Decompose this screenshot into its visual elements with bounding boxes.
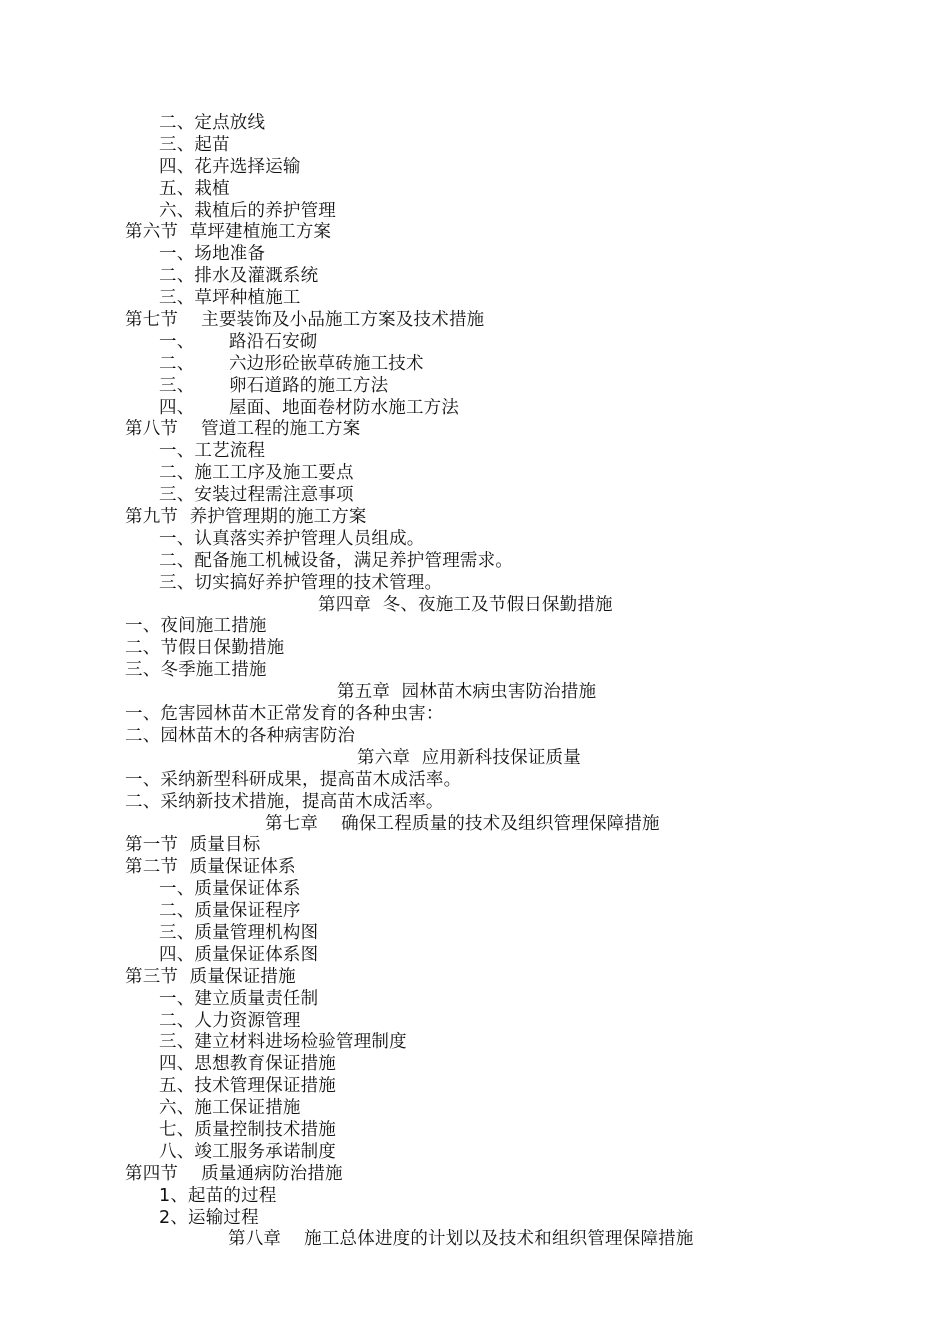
toc-item: 三、起苗 <box>159 134 230 155</box>
toc-item: 1、起苗的过程 <box>159 1185 277 1206</box>
toc-item: 四、 屋面、地面卷材防水施工方法 <box>159 397 460 418</box>
toc-item: 一、工艺流程 <box>159 441 266 462</box>
toc-item: 三、建立材料进场检验管理制度 <box>159 1032 407 1053</box>
table-of-contents <box>0 113 950 1251</box>
toc-section: 第八节 管道工程的施工方案 <box>125 419 361 440</box>
toc-section: 第六节 草坪建植施工方案 <box>125 222 332 243</box>
toc-section: 第七节 主要装饰及小品施工方案及技术措施 <box>125 310 485 331</box>
toc-item: 三、草坪种植施工 <box>159 288 301 309</box>
toc-item: 一、采纳新型科研成果，提高苗木成活率。 <box>125 769 462 790</box>
toc-item: 一、认真落实养护管理人员组成。 <box>159 528 425 549</box>
toc-section: 第三节 质量保证措施 <box>125 966 296 987</box>
toc-item: 三、质量管理机构图 <box>159 922 319 943</box>
toc-item: 四、花卉选择运输 <box>159 156 301 177</box>
toc-item: 八、竣工服务承诺制度 <box>159 1141 336 1162</box>
toc-item: 二、 六边形砼嵌草砖施工技术 <box>159 353 424 374</box>
toc-item: 二、施工工序及施工要点 <box>159 463 354 484</box>
toc-item: 三、切实搞好养护管理的技术管理。 <box>159 572 443 593</box>
toc-item: 二、人力资源管理 <box>159 1010 301 1031</box>
toc-item: 四、质量保证体系图 <box>159 944 319 965</box>
toc-section: 第一节 质量目标 <box>125 835 261 856</box>
toc-item: 二、定点放线 <box>159 113 266 133</box>
toc-section: 第四节 质量通病防治措施 <box>125 1163 343 1184</box>
toc-chapter: 第八章 施工总体进度的计划以及技术和组织管理保障措施 <box>228 1229 694 1250</box>
toc-item: 四、思想教育保证措施 <box>159 1054 336 1075</box>
toc-item: 七、质量控制技术措施 <box>159 1119 336 1140</box>
toc-chapter: 第四章 冬、夜施工及节假日保勤措施 <box>318 594 613 615</box>
toc-item: 一、 路沿石安砌 <box>159 331 318 352</box>
toc-item: 二、园林苗木的各种病害防治 <box>125 725 356 746</box>
toc-item: 二、排水及灌溉系统 <box>159 266 319 287</box>
toc-chapter: 第六章 应用新科技保证质量 <box>357 747 581 768</box>
toc-item: 六、施工保证措施 <box>159 1098 301 1119</box>
toc-item: 一、危害园林苗木正常发育的各种虫害： <box>125 704 444 725</box>
toc-item: 五、技术管理保证措施 <box>159 1076 336 1097</box>
toc-item: 三、冬季施工措施 <box>125 660 267 681</box>
toc-item: 二、配备施工机械设备，满足养护管理需求。 <box>159 550 513 571</box>
toc-section: 第二节 质量保证体系 <box>125 857 296 878</box>
toc-item: 五、栽植 <box>159 178 230 199</box>
toc-item: 六、栽植后的养护管理 <box>159 200 336 221</box>
toc-item: 三、 卵石道路的施工方法 <box>159 375 389 396</box>
toc-item: 二、质量保证程序 <box>159 901 301 922</box>
toc-item: 2、运输过程 <box>159 1207 259 1228</box>
toc-section: 第九节 养护管理期的施工方案 <box>125 507 367 528</box>
toc-item: 一、建立质量责任制 <box>159 988 319 1009</box>
toc-chapter: 第七章 确保工程质量的技术及组织管理保障措施 <box>265 813 660 834</box>
toc-item: 一、夜间施工措施 <box>125 616 267 637</box>
toc-item: 一、质量保证体系 <box>159 879 301 900</box>
toc-item: 三、安装过程需注意事项 <box>159 485 354 506</box>
toc-item: 二、采纳新技术措施，提高苗木成活率。 <box>125 791 444 812</box>
toc-item: 一、场地准备 <box>159 244 266 265</box>
toc-chapter: 第五章 园林苗木病虫害防治措施 <box>337 682 597 703</box>
toc-item: 二、节假日保勤措施 <box>125 638 285 659</box>
